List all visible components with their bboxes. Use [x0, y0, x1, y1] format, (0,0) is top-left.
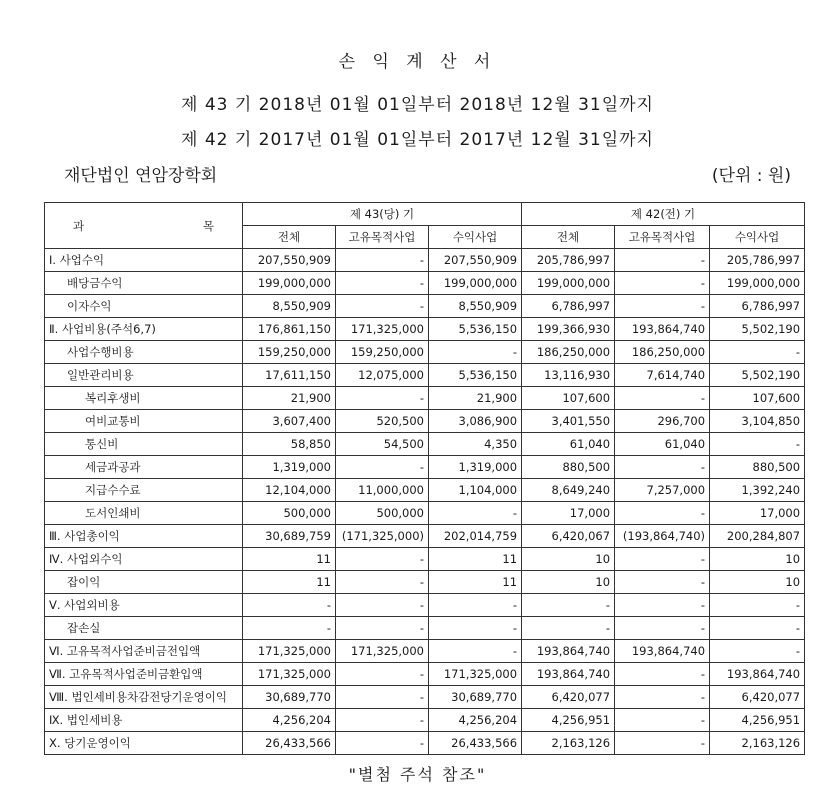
row-value: - [336, 663, 429, 686]
row-value: 199,000,000 [243, 272, 336, 295]
row-value: 61,040 [615, 433, 710, 456]
row-value: 3,607,400 [243, 410, 336, 433]
row-value: 7,257,000 [615, 479, 710, 502]
row-label: Ⅳ. 사업외수익 [45, 548, 243, 571]
row-value: 2,163,126 [710, 732, 805, 755]
table-row [45, 341, 805, 364]
row-value: 159,250,000 [336, 341, 429, 364]
col-header-current-total: 전체 [243, 226, 336, 249]
footer-note: "별첨 주석 참조" [348, 765, 487, 784]
row-value: - [243, 617, 336, 640]
row-value: 61,040 [522, 433, 615, 456]
organization-name: 재단법인 연암장학회 [64, 166, 218, 186]
row-value: 3,086,900 [429, 410, 522, 433]
table-row [45, 502, 805, 525]
row-label: 지급수수료 [45, 479, 243, 502]
row-value: - [615, 249, 710, 272]
row-label: 일반관리비용 [45, 364, 243, 387]
subject-header-left: 과 [73, 218, 85, 233]
row-value: 193,864,740 [615, 318, 710, 341]
row-value: 30,689,759 [243, 525, 336, 548]
table-row [45, 594, 805, 617]
row-value: - [615, 663, 710, 686]
table-row [45, 686, 805, 709]
row-value: 500,000 [336, 502, 429, 525]
row-value: 21,900 [429, 387, 522, 410]
row-label: 복리후생비 [45, 387, 243, 410]
row-value: 207,550,909 [243, 249, 336, 272]
row-value: - [615, 732, 710, 755]
row-value: 171,325,000 [243, 663, 336, 686]
table-row [45, 272, 805, 295]
row-value: - [710, 640, 805, 663]
table-row [45, 410, 805, 433]
table-row [45, 525, 805, 548]
row-value: 5,536,150 [429, 364, 522, 387]
row-value: - [615, 617, 710, 640]
row-value: 296,700 [615, 410, 710, 433]
row-value: 186,250,000 [615, 341, 710, 364]
table-row [45, 548, 805, 571]
row-value: - [336, 709, 429, 732]
income-statement-table [44, 202, 805, 755]
row-value: - [336, 272, 429, 295]
row-value: - [615, 548, 710, 571]
row-value: 2,163,126 [522, 732, 615, 755]
row-value: 7,614,740 [615, 364, 710, 387]
row-value: 4,256,204 [243, 709, 336, 732]
row-value: 107,600 [710, 387, 805, 410]
row-value: 193,864,740 [522, 663, 615, 686]
row-value: 1,319,000 [243, 456, 336, 479]
row-value: 186,250,000 [522, 341, 615, 364]
row-label: Ⅶ. 고유목적사업준비금환입액 [45, 663, 243, 686]
row-label: 통신비 [45, 433, 243, 456]
row-value: 1,104,000 [429, 479, 522, 502]
subject-header [45, 203, 243, 249]
row-value: 10 [522, 548, 615, 571]
row-value: 10 [710, 548, 805, 571]
row-value: - [615, 686, 710, 709]
row-value: 205,786,997 [710, 249, 805, 272]
row-value: - [615, 387, 710, 410]
row-value: - [336, 456, 429, 479]
period-current: 제 43 기 2018년 01월 01일부터 2018년 12월 31일까지 [181, 95, 654, 115]
row-value: - [615, 594, 710, 617]
row-value: 199,000,000 [710, 272, 805, 295]
row-label: Ⅹ. 당기운영이익 [45, 732, 243, 755]
row-value: 12,075,000 [336, 364, 429, 387]
row-value: - [336, 249, 429, 272]
row-label: Ⅱ. 사업비용(주석6,7) [45, 318, 243, 341]
row-value: 6,786,997 [522, 295, 615, 318]
row-value: (171,325,000) [336, 525, 429, 548]
table-row [45, 617, 805, 640]
row-value: 193,864,740 [522, 640, 615, 663]
row-value: - [336, 617, 429, 640]
table-row [45, 663, 805, 686]
row-value: - [336, 686, 429, 709]
row-value: - [710, 594, 805, 617]
row-value: 11 [429, 548, 522, 571]
row-value: 3,401,550 [522, 410, 615, 433]
row-value: 21,900 [243, 387, 336, 410]
row-value: - [429, 640, 522, 663]
row-value: 176,861,150 [243, 318, 336, 341]
table-row [45, 732, 805, 755]
row-label: Ⅸ. 법인세비용 [45, 709, 243, 732]
unit-label: (단위 : 원) [711, 166, 791, 186]
row-value: 205,786,997 [522, 249, 615, 272]
row-value: 207,550,909 [429, 249, 522, 272]
row-value: - [336, 387, 429, 410]
row-value: 6,420,067 [522, 525, 615, 548]
row-value: 4,256,204 [429, 709, 522, 732]
row-value: 5,536,150 [429, 318, 522, 341]
row-value: 8,550,909 [243, 295, 336, 318]
row-label: Ⅴ. 사업외비용 [45, 594, 243, 617]
row-value: 199,000,000 [429, 272, 522, 295]
row-value: - [336, 571, 429, 594]
row-value: 26,433,566 [429, 732, 522, 755]
row-value: 202,014,759 [429, 525, 522, 548]
col-header-previous-revenue: 수익사업 [710, 226, 805, 249]
row-value: - [522, 617, 615, 640]
row-value: - [615, 571, 710, 594]
col-header-previous-purpose: 고유목적사업 [615, 226, 710, 249]
row-label: 여비교통비 [45, 410, 243, 433]
row-value: - [522, 594, 615, 617]
row-value: - [336, 732, 429, 755]
row-value: 8,649,240 [522, 479, 615, 502]
row-value: - [615, 456, 710, 479]
row-value: - [615, 272, 710, 295]
row-value: 17,000 [710, 502, 805, 525]
row-value: 13,116,930 [522, 364, 615, 387]
row-value: - [710, 617, 805, 640]
row-label: 잡이익 [45, 571, 243, 594]
row-value: 4,256,951 [522, 709, 615, 732]
row-value: - [710, 433, 805, 456]
row-value: - [615, 709, 710, 732]
table-row [45, 295, 805, 318]
row-value: 6,786,997 [710, 295, 805, 318]
row-value: - [336, 548, 429, 571]
row-label: 도서인쇄비 [45, 502, 243, 525]
row-value: - [615, 502, 710, 525]
row-label: 잡손실 [45, 617, 243, 640]
row-value: 1,319,000 [429, 456, 522, 479]
row-label: 사업수행비용 [45, 341, 243, 364]
row-value: 193,864,740 [710, 663, 805, 686]
row-label: Ⅰ. 사업수익 [45, 249, 243, 272]
table-row [45, 640, 805, 663]
col-header-current-purpose: 고유목적사업 [336, 226, 429, 249]
row-value: 54,500 [336, 433, 429, 456]
row-value: 171,325,000 [336, 318, 429, 341]
row-value: - [429, 341, 522, 364]
row-value: 159,250,000 [243, 341, 336, 364]
table-row [45, 364, 805, 387]
row-value: 11,000,000 [336, 479, 429, 502]
row-value: 26,433,566 [243, 732, 336, 755]
table-row [45, 479, 805, 502]
col-header-current-revenue: 수익사업 [429, 226, 522, 249]
table-row [45, 387, 805, 410]
row-value: 880,500 [522, 456, 615, 479]
row-label: Ⅲ. 사업총이익 [45, 525, 243, 548]
row-label: 배당금수익 [45, 272, 243, 295]
row-value: 193,864,740 [615, 640, 710, 663]
col-header-previous-total: 전체 [522, 226, 615, 249]
table-row [45, 709, 805, 732]
row-value: 12,104,000 [243, 479, 336, 502]
row-value: 4,350 [429, 433, 522, 456]
row-value: 30,689,770 [243, 686, 336, 709]
row-value: - [243, 594, 336, 617]
row-value: 58,850 [243, 433, 336, 456]
row-value: 6,420,077 [710, 686, 805, 709]
row-value: 171,325,000 [336, 640, 429, 663]
row-value: 10 [522, 571, 615, 594]
row-value: 199,366,930 [522, 318, 615, 341]
row-value: - [615, 295, 710, 318]
table-row [45, 571, 805, 594]
row-value: 520,500 [336, 410, 429, 433]
period-header-previous: 제 42(전) 기 [522, 203, 805, 226]
subject-header-right: 목 [202, 218, 214, 233]
row-value: - [336, 295, 429, 318]
row-label: 세금과공과 [45, 456, 243, 479]
period-previous: 제 42 기 2017년 01월 01일부터 2017년 12월 31일까지 [181, 130, 654, 150]
row-value: 171,325,000 [429, 663, 522, 686]
table-row [45, 318, 805, 341]
row-label: Ⅷ. 법인세비용차감전당기운영이익 [45, 686, 243, 709]
row-value: 5,502,190 [710, 318, 805, 341]
row-value: 171,325,000 [243, 640, 336, 663]
row-value: 3,104,850 [710, 410, 805, 433]
row-value: - [710, 341, 805, 364]
table-row [45, 249, 805, 272]
row-value: 880,500 [710, 456, 805, 479]
row-value: 17,000 [522, 502, 615, 525]
row-label: 이자수익 [45, 295, 243, 318]
document-title: 손 익 계 산 서 [338, 52, 497, 72]
row-value: 11 [243, 571, 336, 594]
row-value: - [336, 594, 429, 617]
row-value: 200,284,807 [710, 525, 805, 548]
row-value: 199,000,000 [522, 272, 615, 295]
row-value: - [429, 502, 522, 525]
row-value: 30,689,770 [429, 686, 522, 709]
row-value: 17,611,150 [243, 364, 336, 387]
row-value: 11 [429, 571, 522, 594]
row-value: - [429, 617, 522, 640]
row-label: Ⅵ. 고유목적사업준비금전입액 [45, 640, 243, 663]
row-value: - [429, 594, 522, 617]
row-value: 1,392,240 [710, 479, 805, 502]
row-value: (193,864,740) [615, 525, 710, 548]
table-row [45, 433, 805, 456]
row-value: 11 [243, 548, 336, 571]
row-value: 5,502,190 [710, 364, 805, 387]
period-header-current: 제 43(당) 기 [243, 203, 522, 226]
table-row [45, 456, 805, 479]
row-value: 6,420,077 [522, 686, 615, 709]
row-value: 4,256,951 [710, 709, 805, 732]
row-value: 500,000 [243, 502, 336, 525]
row-value: 8,550,909 [429, 295, 522, 318]
row-value: 10 [710, 571, 805, 594]
row-value: 107,600 [522, 387, 615, 410]
